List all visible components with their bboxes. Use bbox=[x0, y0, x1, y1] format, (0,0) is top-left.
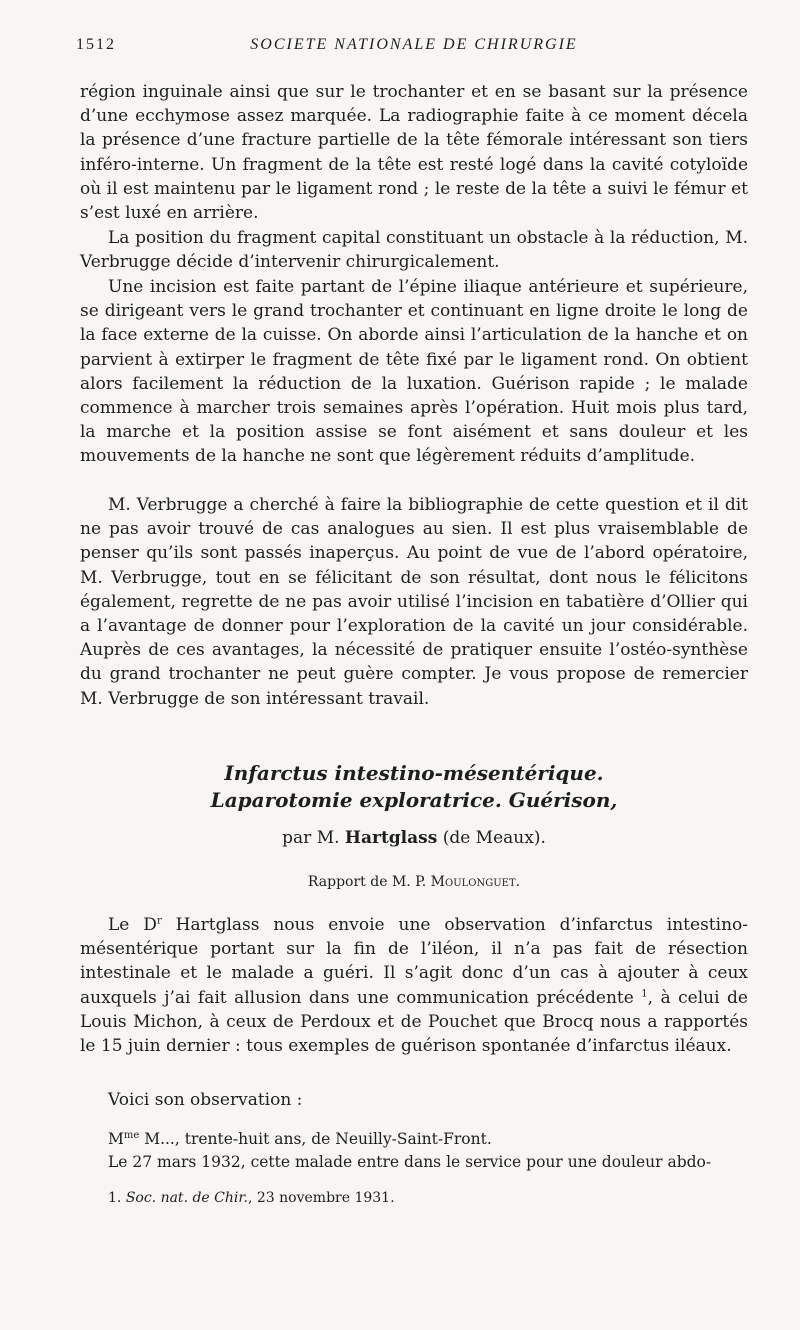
footnote-number: 1. bbox=[108, 1190, 122, 1206]
byline-prefix: par M. bbox=[282, 828, 340, 848]
footnote-source: Soc. nat. de Chir. bbox=[125, 1190, 248, 1206]
observation-line-2: Le 27 mars 1932, cette malade entre dans le service pour une douleur abdo- bbox=[108, 1153, 712, 1171]
footnote-date: , 23 novembre 1931. bbox=[247, 1190, 395, 1206]
author-name: Hartglass bbox=[344, 828, 438, 848]
body-paragraph-observation-intro: Voici son observation : bbox=[108, 1090, 303, 1110]
running-head bbox=[76, 36, 748, 58]
observation-line-1 bbox=[80, 1128, 748, 1150]
byline-suffix: (de Meaux). bbox=[442, 828, 546, 848]
journal-title: SOCIETE NATIONALE DE CHIRURGIE bbox=[250, 36, 578, 53]
paragraph-decision: La position du fragment capital constituant un obstacle à la réduction, M. Verbrugge décide d’intervenir chirurgicalement. bbox=[80, 228, 748, 273]
article-title-line-1: Infarctus intestino-mésentérique. bbox=[224, 761, 604, 785]
madame-superscript: me bbox=[123, 1129, 140, 1141]
body-paragraph-intro bbox=[80, 913, 748, 1058]
body-text-end: , à celui de Louis Michon, à ceux de Perdoux et de Pouchet que Brocq nous a rapportés le 15 juin dernier : tous exemples de guérison spontanée d’infarctus iléaux. bbox=[80, 987, 748, 1057]
observation-title-start: M bbox=[108, 1130, 124, 1148]
footnote bbox=[80, 1188, 748, 1208]
body-text-middle: Hartglass nous envoie une observation d’infarctus intestino-mésentérique portant sur la fin de l’iléon, il n’a pas fait de résection intestinale et le malade a guéri. Il s’agit donc d’un cas à ajouter à ceux auxquels j’ai fait allusion dans une communication précédente bbox=[80, 915, 748, 1008]
observation-title-rest: M..., trente-huit ans, de Neuilly-Saint-Front. bbox=[139, 1130, 492, 1148]
report-line bbox=[80, 872, 748, 892]
reporter-name: Moulonguet. bbox=[430, 874, 521, 890]
paragraph-incision: Une incision est faite partant de l’épine iliaque antérieure et supérieure, se dirigeant vers le grand trochanter et continuant en ligne droite le long de la face externe de la cuisse. On aborde ainsi l’articulation de la hanche et on parvient à extirper le fragment de tête fixé par le ligament rond. On obtient alors facilement la réduction de la luxation. Guérison rapide ; le malade commence à marcher trois semaines après l’opération. Huit mois plus tard, la marche et la position assise se font aisément et sans douleur et les mouvements de la hanche ne sont que légèrement réduits d’amplitude. bbox=[80, 277, 748, 467]
page-number: 1512 bbox=[76, 36, 116, 53]
article-title-line-2: Laparotomie exploratrice. Guérison, bbox=[210, 788, 618, 812]
paragraph-bibliography: M. Verbrugge a cherché à faire la bibliographie de cette question et il dit ne pas avoir trouvé de cas analogues au sien. Il est plus vraisemblable de penser qu’ils sont passés inaperçus. Au point de vue de l’abord opératoire, M. Verbrugge, tout en se félicitant de son résultat, dont nous le félicitons également, regrette de ne pas avoir utilisé l’incision en tabatière d’Ollier qui a l’avantage de donner pour l’exploration de la cavité un jour considérable. Auprès de ces avantages, la nécessité de pratiquer ensuite l’ostéo-synthèse du grand trochanter ne peut guère compter. Je vous propose de remercier M. Verbrugge de son intéressant travail. bbox=[80, 495, 748, 709]
paragraph-continuation: région inguinale ainsi que sur le trochanter et en se basant sur la présence d’une ecchymose assez marquée. La radiographie faite à ce moment décela la présence d’une fracture partielle de la tête fémorale intéressant son tiers inféro-interne. Un fragment de la tête est resté logé dans la cavité cotyloïde où il est maintenu par le ligament rond ; le reste de la tête a suivi le fémur et s’est luxé en arrière. bbox=[80, 82, 748, 224]
doctor-superscript: r bbox=[156, 915, 162, 927]
body-text-start: Le D bbox=[108, 915, 157, 935]
footnote-reference: 1 bbox=[641, 987, 648, 999]
byline bbox=[80, 826, 748, 850]
report-prefix: Rapport de M. P. bbox=[307, 874, 427, 890]
